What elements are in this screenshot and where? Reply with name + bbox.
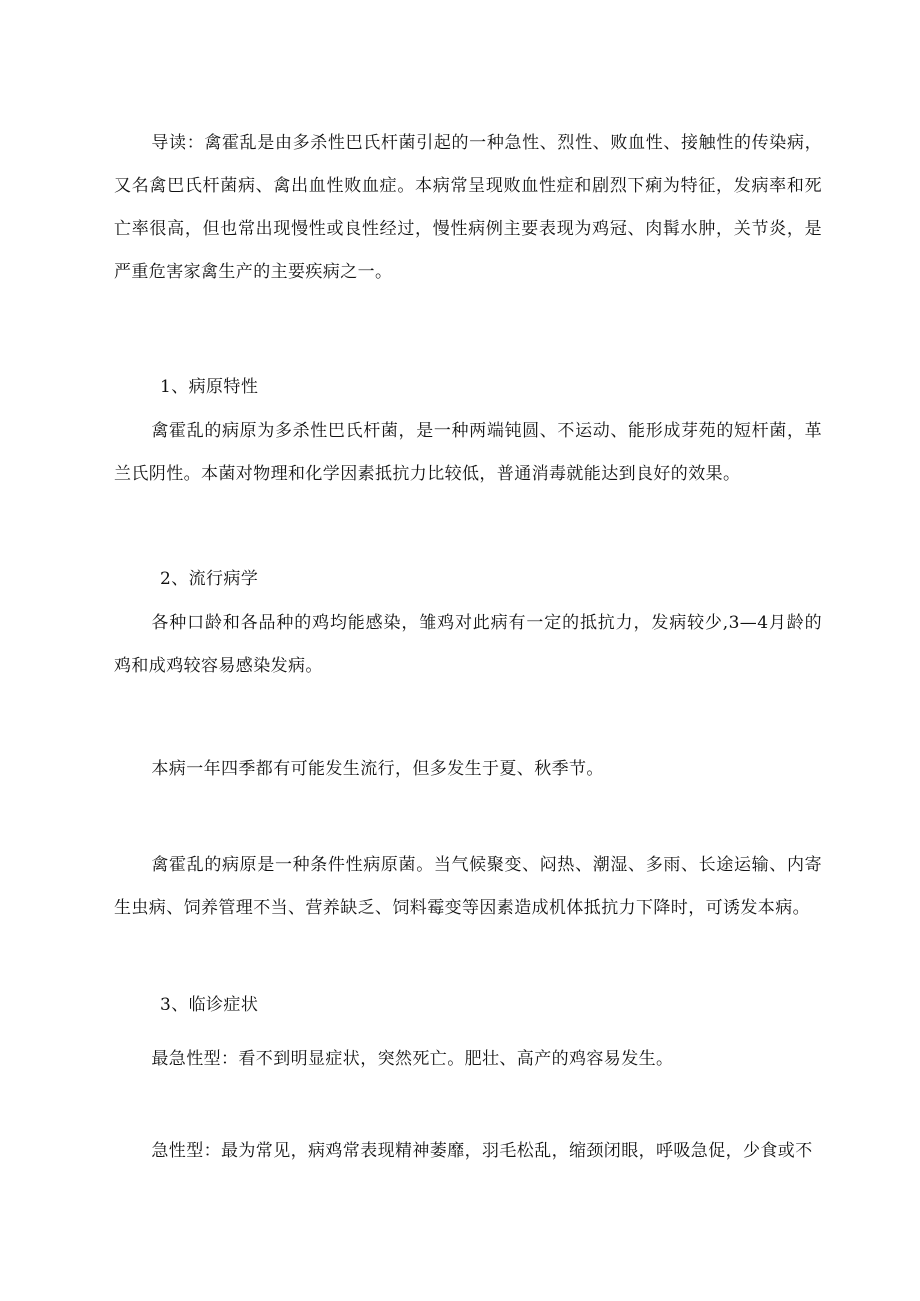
intro-paragraph: 导读：禽霍乱是由多杀性巴氏杆菌引起的一种急性、烈性、败血性、接触性的传染病，又名禽巴氏杆菌病、禽出血性败血症。本病常呈现败血性症和剧烈下痢为特征，发病率和死亡率很高，但也常出现慢性或良性经过，慢性病例主要表现为鸡冠、肉髯水肿，关节炎，是严重危害家禽生产的主要疾病之一。 xyxy=(114,133,822,282)
section-3-paragraph-2: 急性型：最为常见，病鸡常表现精神萎靡，羽毛松乱，缩颈闭眼，呼吸急促，少食或不 xyxy=(151,1141,813,1161)
section-2-heading: 2、流行病学 xyxy=(160,569,259,589)
section-2-paragraph-2: 本病一年四季都有可能发生流行，但多发生于夏、秋季节。 xyxy=(151,759,604,779)
section-3-paragraph-1: 最急性型：看不到明显症状，突然死亡。肥壮、高产的鸡容易发生。 xyxy=(151,1049,674,1069)
section-1-paragraph: 禽霍乱的病原为多杀性巴氏杆菌，是一种两端钝圆、不运动、能形成芽苑的短杆菌，革兰氏阴性。本菌对物理和化学因素抵抗力比较低，普通消毒就能达到良好的效果。 xyxy=(114,421,822,484)
section-2-paragraph-3: 禽霍乱的病原是一种条件性病原菌。当气候聚变、闷热、潮湿、多雨、长途运输、内寄生虫病、饲养管理不当、营养缺乏、饲料霉变等因素造成机体抵抗力下降时，可诱发本病。 xyxy=(114,855,822,918)
section-1-heading: 1、病原特性 xyxy=(160,377,259,397)
section-2-paragraph-1: 各种口龄和各品种的鸡均能感染，雏鸡对此病有一定的抵抗力，发病较少,3—4月龄的鸡和成鸡较容易感染发病。 xyxy=(114,613,822,676)
section-3-heading: 3、临诊症状 xyxy=(160,995,259,1015)
